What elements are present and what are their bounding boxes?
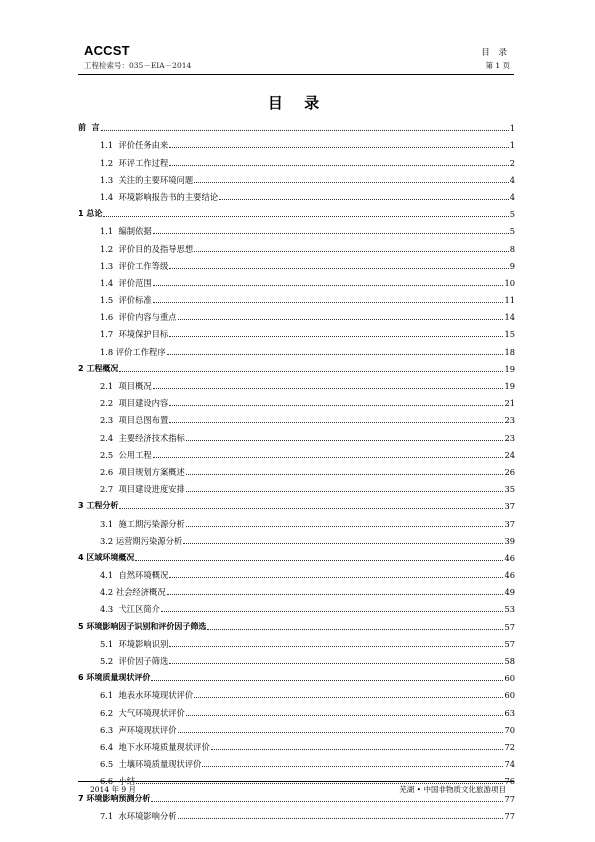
toc-entry-page: 53 xyxy=(504,604,515,615)
toc-dot-leader xyxy=(169,147,508,148)
toc-dot-leader xyxy=(169,646,503,647)
toc-dot-leader xyxy=(169,268,508,269)
toc-section-entry[interactable] xyxy=(78,477,515,494)
toc-section-entry[interactable] xyxy=(78,150,515,167)
toc-entry-label: 5 环境影响因子识别和评价因子筛选 xyxy=(78,621,207,631)
toc-entry-label: 1.3 关注的主要环境问题 xyxy=(100,174,194,185)
toc-entry-page: 5 xyxy=(509,209,515,220)
toc-entry-label: 1 总论 xyxy=(78,209,103,219)
toc-entry-label: 7 环境影响预测分析 xyxy=(78,793,151,803)
toc-section-entry[interactable] xyxy=(78,288,515,305)
toc-entry-label: 6.2 大气环境现状评价 xyxy=(100,707,185,718)
toc-entry-label: 1.4 评价范围 xyxy=(100,277,152,288)
toc-dot-leader xyxy=(151,680,503,681)
toc-dot-leader xyxy=(161,611,503,612)
toc-section-entry[interactable] xyxy=(78,391,515,408)
toc-entry-label: 4.1 自然环境概况 xyxy=(100,570,169,581)
toc-entry-label: 6.4 地下水环境质量现状评价 xyxy=(100,741,210,752)
toc-chapter-entry[interactable] xyxy=(78,116,515,133)
toc-dot-leader xyxy=(194,251,509,252)
toc-section-entry[interactable] xyxy=(78,683,515,700)
toc-dot-leader xyxy=(153,388,504,389)
header-page-number: 第 1 页 xyxy=(485,61,510,70)
toc-section-entry[interactable] xyxy=(78,305,515,322)
toc-entry-label: 3.2 运营期污染源分析 xyxy=(100,535,183,546)
toc-entry-page: 19 xyxy=(504,363,515,374)
toc-entry-label: 1.3 评价工作等级 xyxy=(100,260,169,271)
toc-section-entry[interactable] xyxy=(78,133,515,150)
toc-entry-page: 14 xyxy=(504,312,515,323)
toc-chapter-entry[interactable] xyxy=(78,357,515,374)
toc-entry-page: 21 xyxy=(504,398,515,409)
toc-dot-leader xyxy=(194,697,503,698)
toc-dot-leader xyxy=(202,766,503,767)
toc-section-entry[interactable] xyxy=(78,563,515,580)
toc-entry-page: 26 xyxy=(504,466,515,477)
toc-dot-leader xyxy=(153,285,504,286)
toc-chapter-entry[interactable] xyxy=(78,666,515,683)
toc-entry-page: 23 xyxy=(504,432,515,443)
toc-entry-page: 2 xyxy=(509,157,515,168)
header-doc-number: 工程检索号：035－EIA－2014 xyxy=(84,61,192,70)
toc-entry-label: 2.3 项目总图布置 xyxy=(100,415,169,426)
toc-section-entry[interactable] xyxy=(78,735,515,752)
toc-section-entry[interactable] xyxy=(78,700,515,717)
toc-dot-leader xyxy=(153,302,504,303)
toc-section-entry[interactable] xyxy=(78,254,515,271)
toc-section-entry[interactable] xyxy=(78,168,515,185)
footer-date: 2014 年 9 月 xyxy=(90,785,137,794)
toc-entry-page: 77 xyxy=(504,793,515,804)
toc-entry-label: 6.3 声环境现状评价 xyxy=(100,724,177,735)
toc-entry-label: 2.6 项目规划方案概述 xyxy=(100,466,185,477)
toc-entry-page: 19 xyxy=(504,381,515,391)
toc-entry-label: 前 言 xyxy=(78,123,100,133)
toc-entry-label: 4.2 社会经济概况 xyxy=(100,587,166,598)
toc-entry-page: 10 xyxy=(504,277,515,288)
toc-entry-page: 35 xyxy=(504,484,515,495)
toc-entry-label: 2.5 公用工程 xyxy=(100,449,152,460)
toc-dot-leader xyxy=(169,577,503,578)
toc-section-entry[interactable] xyxy=(78,649,515,666)
toc-entry-page: 72 xyxy=(504,741,515,752)
toc-dot-leader xyxy=(167,594,504,595)
toc-entry-page: 4 xyxy=(509,191,515,202)
toc-dot-leader xyxy=(186,715,504,716)
toc-entry-label: 1.2 评价目的及指导思想 xyxy=(100,243,194,254)
toc-entry-label: 2.4 主要经济技术指标 xyxy=(100,432,185,443)
toc-section-entry[interactable] xyxy=(78,339,515,356)
toc-entry-label: 1.8 评价工作程序 xyxy=(100,346,166,357)
toc-dot-leader xyxy=(186,526,504,527)
toc-chapter-entry[interactable] xyxy=(78,614,515,631)
toc-dot-leader xyxy=(119,508,503,509)
toc-entry-page: 58 xyxy=(504,656,515,666)
toc-entry-label: 6 环境质量现状评价 xyxy=(78,673,151,683)
toc-entry-page: 57 xyxy=(504,638,515,649)
toc-dot-leader xyxy=(178,319,504,320)
toc-section-entry[interactable] xyxy=(78,804,515,821)
page-header xyxy=(78,42,514,75)
toc-dot-leader xyxy=(186,440,504,441)
toc-title: 目 录 xyxy=(267,94,328,112)
toc-entry-page: 39 xyxy=(504,535,515,546)
toc-dot-leader xyxy=(186,474,504,475)
toc-dot-leader xyxy=(183,543,503,544)
toc-dot-leader xyxy=(101,130,509,131)
toc-section-entry[interactable] xyxy=(78,460,515,477)
toc-entry-label: 7.1 水环境影响分析 xyxy=(100,810,177,821)
toc-entry-page: 63 xyxy=(504,707,515,718)
toc-entry-label: 6.6 小结 xyxy=(100,776,136,787)
toc-dot-leader xyxy=(169,663,503,664)
toc-section-entry[interactable] xyxy=(78,322,515,339)
toc-entry-label: 1.5 评价标准 xyxy=(100,295,152,306)
toc-dot-leader xyxy=(103,216,508,217)
toc-entry-page: 15 xyxy=(504,329,515,340)
toc-entry-label: 1.7 环境保护目标 xyxy=(100,329,169,340)
toc-entry-page: 23 xyxy=(504,415,515,426)
header-section-title: 目 录 xyxy=(481,48,510,58)
toc-section-entry[interactable] xyxy=(78,529,515,546)
toc-entry-page: 60 xyxy=(504,673,515,684)
toc-section-entry[interactable] xyxy=(78,752,515,769)
toc-entry-label: 1.1 评价任务由来 xyxy=(100,140,169,151)
toc-section-entry[interactable] xyxy=(78,271,515,288)
table-of-contents xyxy=(78,116,515,821)
toc-section-entry[interactable] xyxy=(78,374,515,391)
toc-entry-page: 70 xyxy=(504,724,515,735)
toc-dot-leader xyxy=(169,405,503,406)
toc-section-entry[interactable] xyxy=(78,443,515,460)
toc-entry-page: 24 xyxy=(504,449,515,460)
toc-section-entry[interactable] xyxy=(78,425,515,442)
toc-entry-page: 1 xyxy=(509,140,515,151)
toc-section-entry[interactable] xyxy=(78,185,515,202)
toc-section-entry[interactable] xyxy=(78,632,515,649)
toc-entry-label: 6.5 土壤环境质量现状评价 xyxy=(100,759,202,770)
toc-entry-page: 76 xyxy=(504,776,515,787)
toc-entry-label: 2.7 项目建设进度安排 xyxy=(100,484,185,495)
toc-entry-page: 49 xyxy=(504,587,515,598)
toc-entry-label: 5.2 评价因子筛选 xyxy=(100,656,169,666)
toc-entry-label: 3.1 施工期污染源分析 xyxy=(100,518,185,529)
toc-dot-leader xyxy=(178,818,504,819)
toc-dot-leader xyxy=(151,801,503,802)
toc-dot-leader xyxy=(169,165,508,166)
toc-dot-leader xyxy=(167,354,504,355)
toc-entry-page: 37 xyxy=(504,518,515,529)
toc-dot-leader xyxy=(186,491,504,492)
toc-entry-label: 1.6 评价内容与重点 xyxy=(100,312,177,323)
toc-section-entry[interactable] xyxy=(78,718,515,735)
toc-entry-page: 57 xyxy=(504,621,515,632)
toc-dot-leader xyxy=(169,336,503,337)
toc-section-entry[interactable] xyxy=(78,597,515,614)
toc-entry-page: 37 xyxy=(504,501,515,512)
toc-entry-page: 8 xyxy=(509,243,515,254)
toc-section-entry[interactable] xyxy=(78,236,515,253)
toc-entry-page: 5 xyxy=(509,226,515,237)
toc-dot-leader xyxy=(194,182,509,183)
toc-dot-leader xyxy=(135,560,503,561)
toc-dot-leader xyxy=(219,199,509,200)
toc-chapter-entry[interactable] xyxy=(78,546,515,563)
footer-project: 芜湖 • 中国非物质文化旅游项目 xyxy=(399,785,506,794)
toc-chapter-entry[interactable] xyxy=(78,494,515,511)
toc-entry-label: 6.1 地表水环境现状评价 xyxy=(100,690,194,701)
toc-entry-label: 2.2 项目建设内容 xyxy=(100,398,169,409)
toc-section-entry[interactable] xyxy=(78,219,515,236)
toc-entry-label: 3 工程分析 xyxy=(78,501,119,511)
toc-entry-page: 60 xyxy=(504,690,515,701)
toc-entry-label: 5.1 环境影响识别 xyxy=(100,638,169,649)
toc-section-entry[interactable] xyxy=(78,511,515,528)
toc-entry-page: 77 xyxy=(504,810,515,821)
toc-entry-page: 18 xyxy=(504,346,515,357)
toc-entry-label: 2 工程概况 xyxy=(78,363,119,373)
toc-dot-leader xyxy=(207,629,503,630)
toc-section-entry[interactable] xyxy=(78,408,515,425)
toc-entry-page: 4 xyxy=(509,174,515,185)
toc-dot-leader xyxy=(169,422,503,423)
toc-entry-page: 9 xyxy=(509,260,515,271)
toc-entry-page: 74 xyxy=(504,759,515,770)
toc-entry-label: 1.1 编制依据 xyxy=(100,226,152,237)
toc-entry-page: 46 xyxy=(504,552,515,563)
toc-dot-leader xyxy=(153,233,509,234)
toc-dot-leader xyxy=(211,749,504,750)
toc-section-entry[interactable] xyxy=(78,580,515,597)
toc-entry-label: 1.4 环境影响报告书的主要结论 xyxy=(100,191,219,202)
toc-entry-page: 46 xyxy=(504,570,515,581)
toc-chapter-entry[interactable] xyxy=(78,202,515,219)
page-footer xyxy=(78,781,514,796)
toc-dot-leader xyxy=(178,732,504,733)
toc-dot-leader xyxy=(153,457,504,458)
toc-dot-leader xyxy=(119,371,503,372)
toc-entry-label: 4 区域环境概况 xyxy=(78,552,135,562)
toc-entry-page: 1 xyxy=(509,123,515,134)
header-brand: ACCST xyxy=(84,43,130,58)
toc-entry-label: 4.3 弋江区简介 xyxy=(100,604,160,615)
toc-entry-page: 11 xyxy=(504,295,515,306)
toc-entry-label: 1.2 环评工作过程 xyxy=(100,157,169,168)
toc-entry-label: 2.1 项目概况 xyxy=(100,381,152,391)
